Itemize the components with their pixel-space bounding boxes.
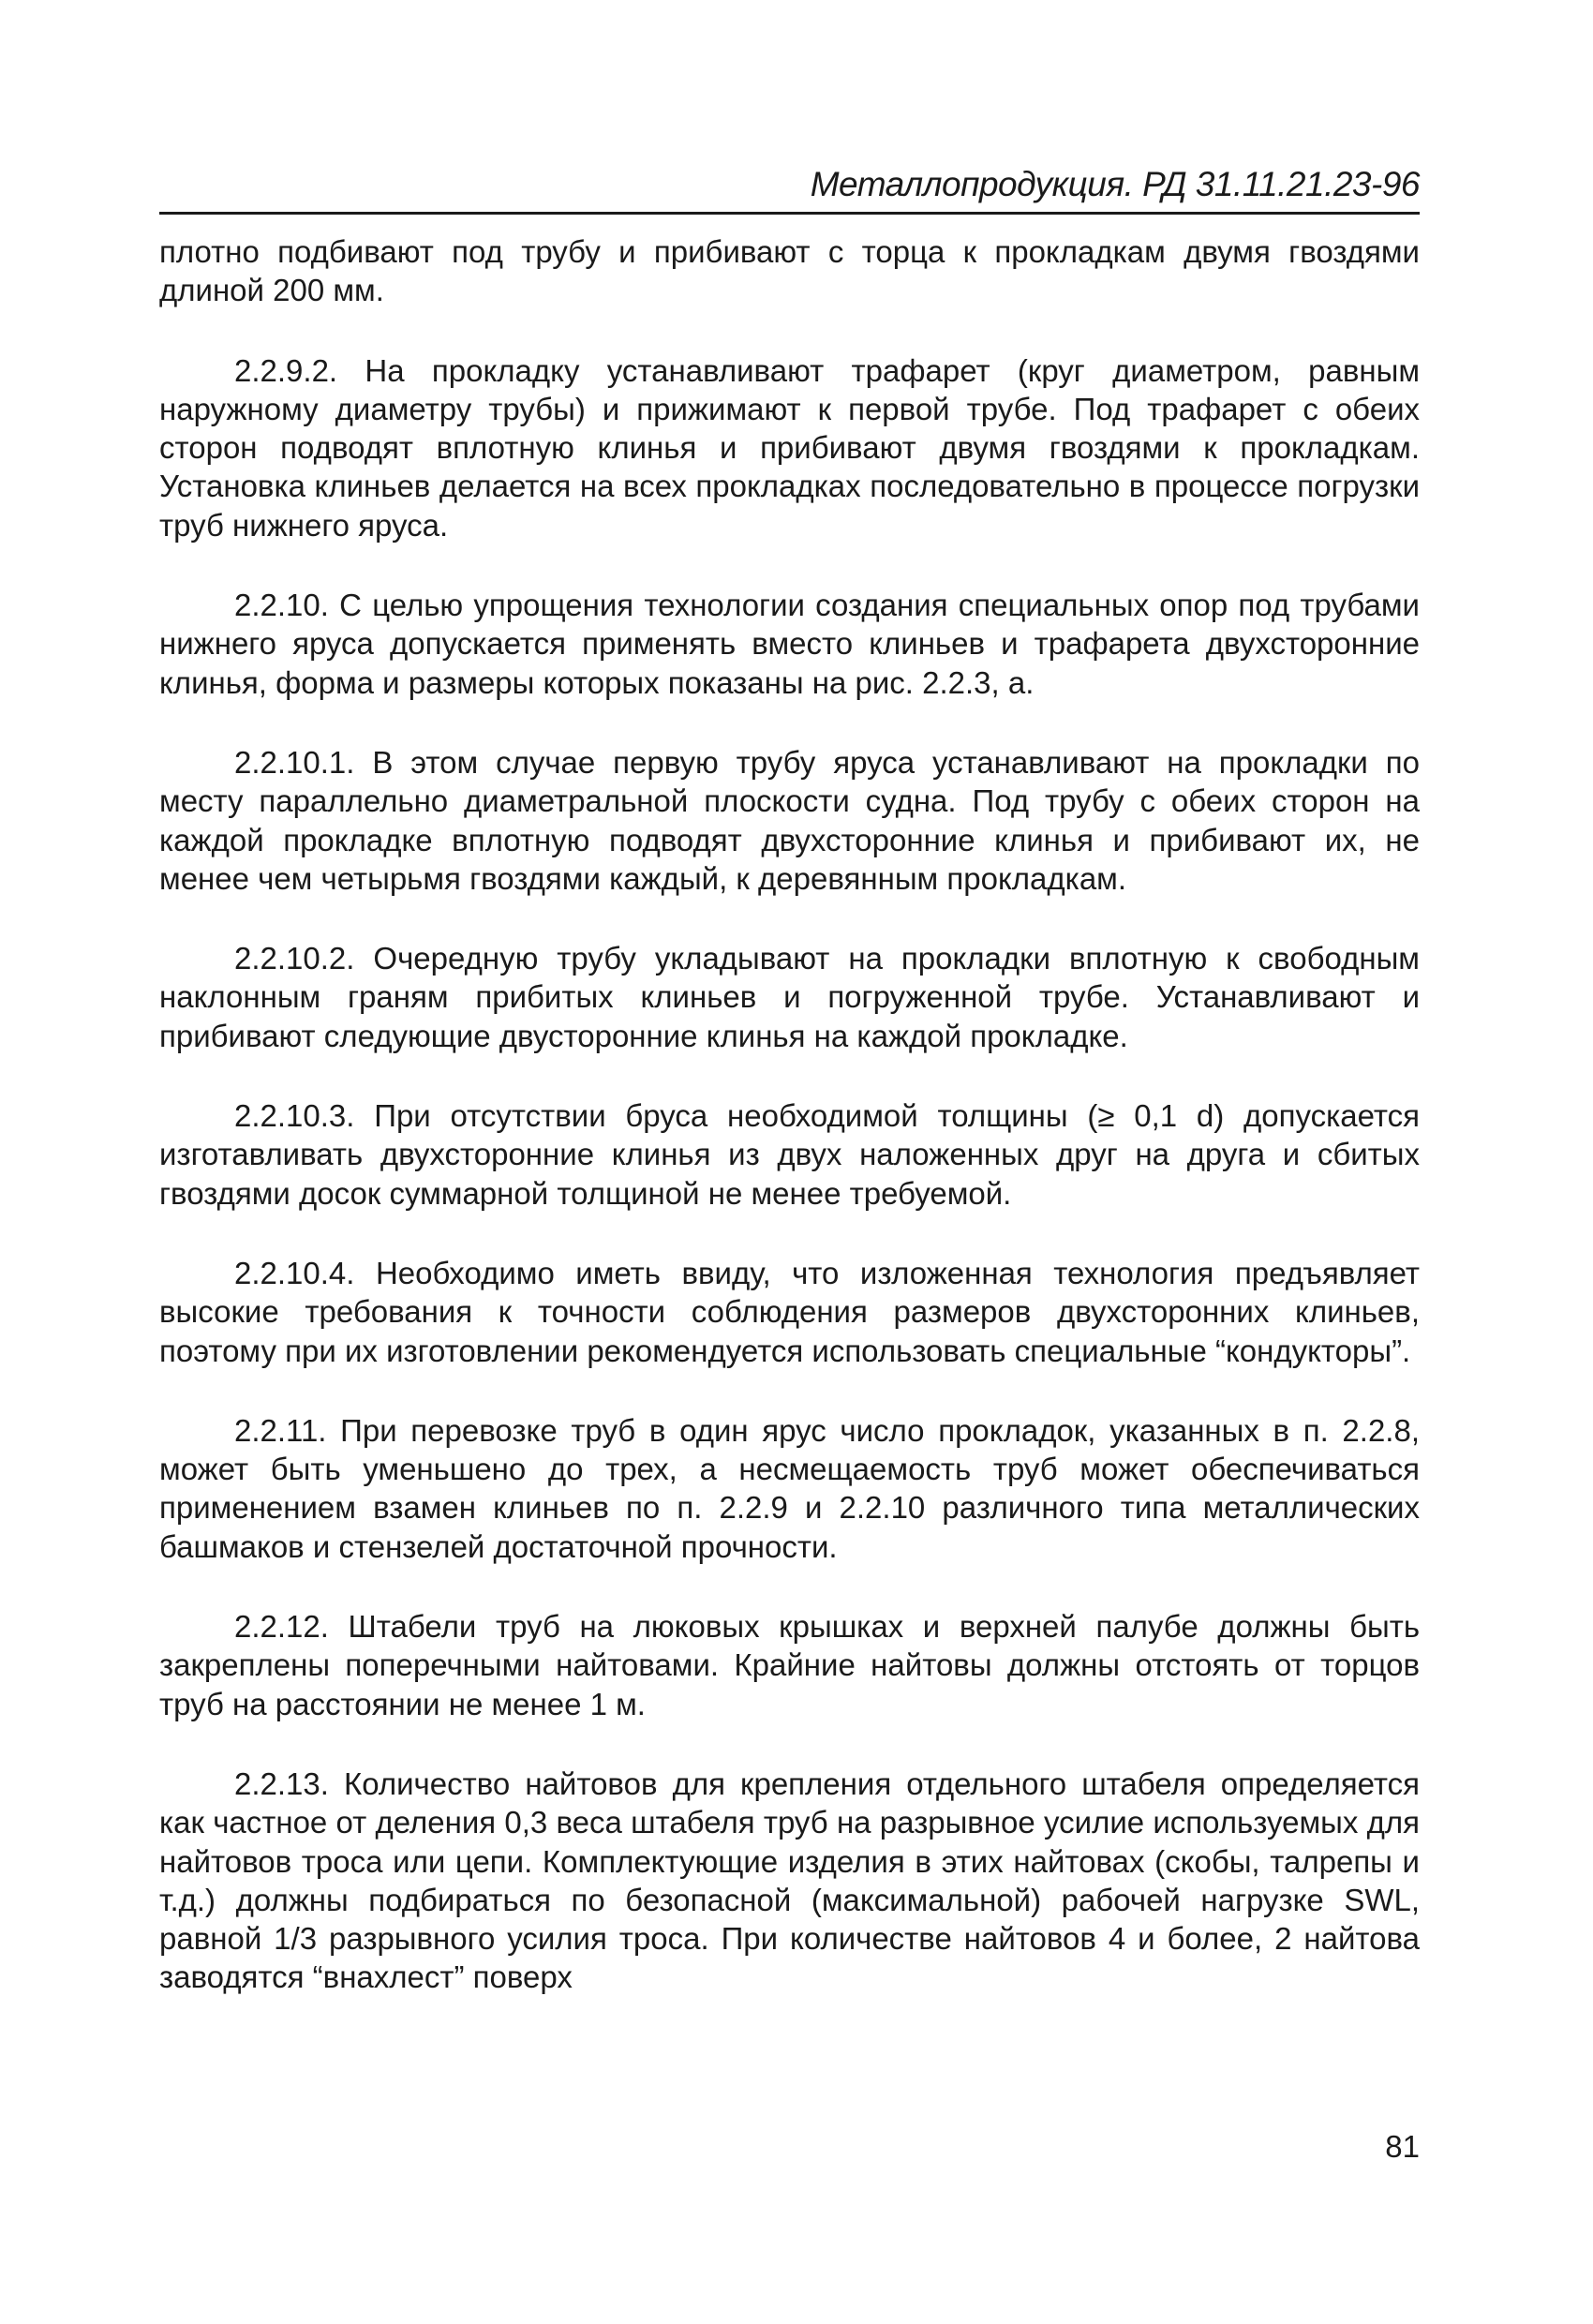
clause-number: 2.2.10.4. [234, 1255, 355, 1290]
paragraph-continuation [159, 232, 1420, 310]
clause-number: 2.2.10. [234, 588, 329, 623]
page-body [159, 232, 1420, 2038]
paragraph-2-2-10-2 [159, 939, 1420, 1055]
clause-number: 2.2.10.2. [234, 941, 355, 976]
paragraph-text: На прокладку устанавливают трафарет (круг диаметром, равным наружному диаметру трубы) и прижимают к первой трубе. Под трафарет с обеих сторон подводят вплотную клинья и прибивают двумя гвоздями к прокладкам. Установка клиньев делается на всех прокладках последовательно в процессе погрузки труб нижнего яруса. [159, 352, 1421, 543]
paragraph-2-2-11 [159, 1411, 1420, 1566]
paragraph-text: Штабели труб на люковых крышках и верхней палубе должны быть закреплены поперечными найтовами. Крайние найтовы должны отстоять от торцов труб на расстоянии не менее 1 м. [159, 1609, 1421, 1721]
paragraph-text: При перевозке труб в один ярус число прокладок, указанных в п. 2.2.8, может быть уменьшено до трех, а несмещаемость труб может обеспечиваться применением взамен клиньев по п. 2.2.9 и 2.2.10 различного типа металлических башмаков и стензелей достаточной прочности. [159, 1412, 1420, 1564]
clause-number: 2.2.11. [234, 1412, 327, 1448]
page-number: 81 [1385, 2129, 1420, 2164]
clause-number: 2.2.12. [234, 1609, 329, 1645]
paragraph-2-2-10-1 [159, 743, 1420, 898]
paragraph-text: С целью упрощения технологии создания специальных опор под трубами нижнего яруса допускается применять вместо клиньев и трафарета двухсторонние клинья, форма и размеры которых показаны на рис. 2.2.3, а. [159, 588, 1420, 700]
paragraph-text: Необходимо иметь ввиду, что изложенная технология предъявляет высокие требования к точности соблюдения размеров двухсторонних клиньев, поэтому при их изготовлении рекомендуется использовать специальные “кондукторы”. [159, 1255, 1420, 1368]
paragraph-2-2-10 [159, 586, 1420, 702]
paragraph-text: В этом случае первую трубу яруса устанавливают на прокладки по месту параллельно диаметральной плоскости судна. Под трубу с обеих сторон на каждой прокладке вплотную подводят двухсторонние клинья и прибивают их, не менее чем четырьмя гвоздями каждый, к деревянным прокладкам. [159, 744, 1420, 896]
paragraph-text: При отсутствии бруса необходимой толщины (≥ 0,1 d) допускается изготавливать двухсторонние клинья из двух наложенных друг на друга и сбитых гвоздями досок суммарной толщиной не менее требуемой. [159, 1098, 1421, 1211]
paragraph-text: Количество найтовов для крепления отдельного штабеля определяется как частное от деления 0,3 веса штабеля труб на разрывное усилие используемых для найтовов троса или цепи. Комплектующие изделия в этих найтовах (скобы, талрепы и т.д.) должны подбираться по безопасной (максимальной) рабочей нагрузке SWL, равной 1/3 разрывного усилия троса. При количестве найтовов 4 и более, 2 найтова заводятся “внахлест” поверх [159, 1765, 1420, 1995]
running-header: Металлопродукция. РД 31.11.21.23-96 [810, 165, 1420, 203]
paragraph-text: Очередную трубу укладывают на прокладки вплотную к свободным наклонным граням прибитых клиньев и погруженной трубе. Устанавливают и прибивают следующие двусторонние клинья на каждой прокладке. [159, 941, 1420, 1053]
clause-number: 2.2.10.3. [234, 1098, 355, 1134]
paragraph-2-2-9-2 [159, 351, 1420, 544]
clause-number: 2.2.10.1. [234, 744, 355, 780]
paragraph-2-2-10-3 [159, 1096, 1420, 1213]
paragraph-2-2-12 [159, 1607, 1420, 1723]
clause-number: 2.2.13. [234, 1765, 329, 1801]
paragraph-text: плотно подбивают под трубу и прибивают с торца к прокладкам двумя гвоздями длиной 200 мм. [159, 234, 1420, 308]
clause-number: 2.2.9.2. [234, 352, 338, 388]
paragraph-2-2-13 [159, 1765, 1420, 1997]
paragraph-2-2-10-4 [159, 1254, 1420, 1370]
header-rule [159, 212, 1420, 215]
